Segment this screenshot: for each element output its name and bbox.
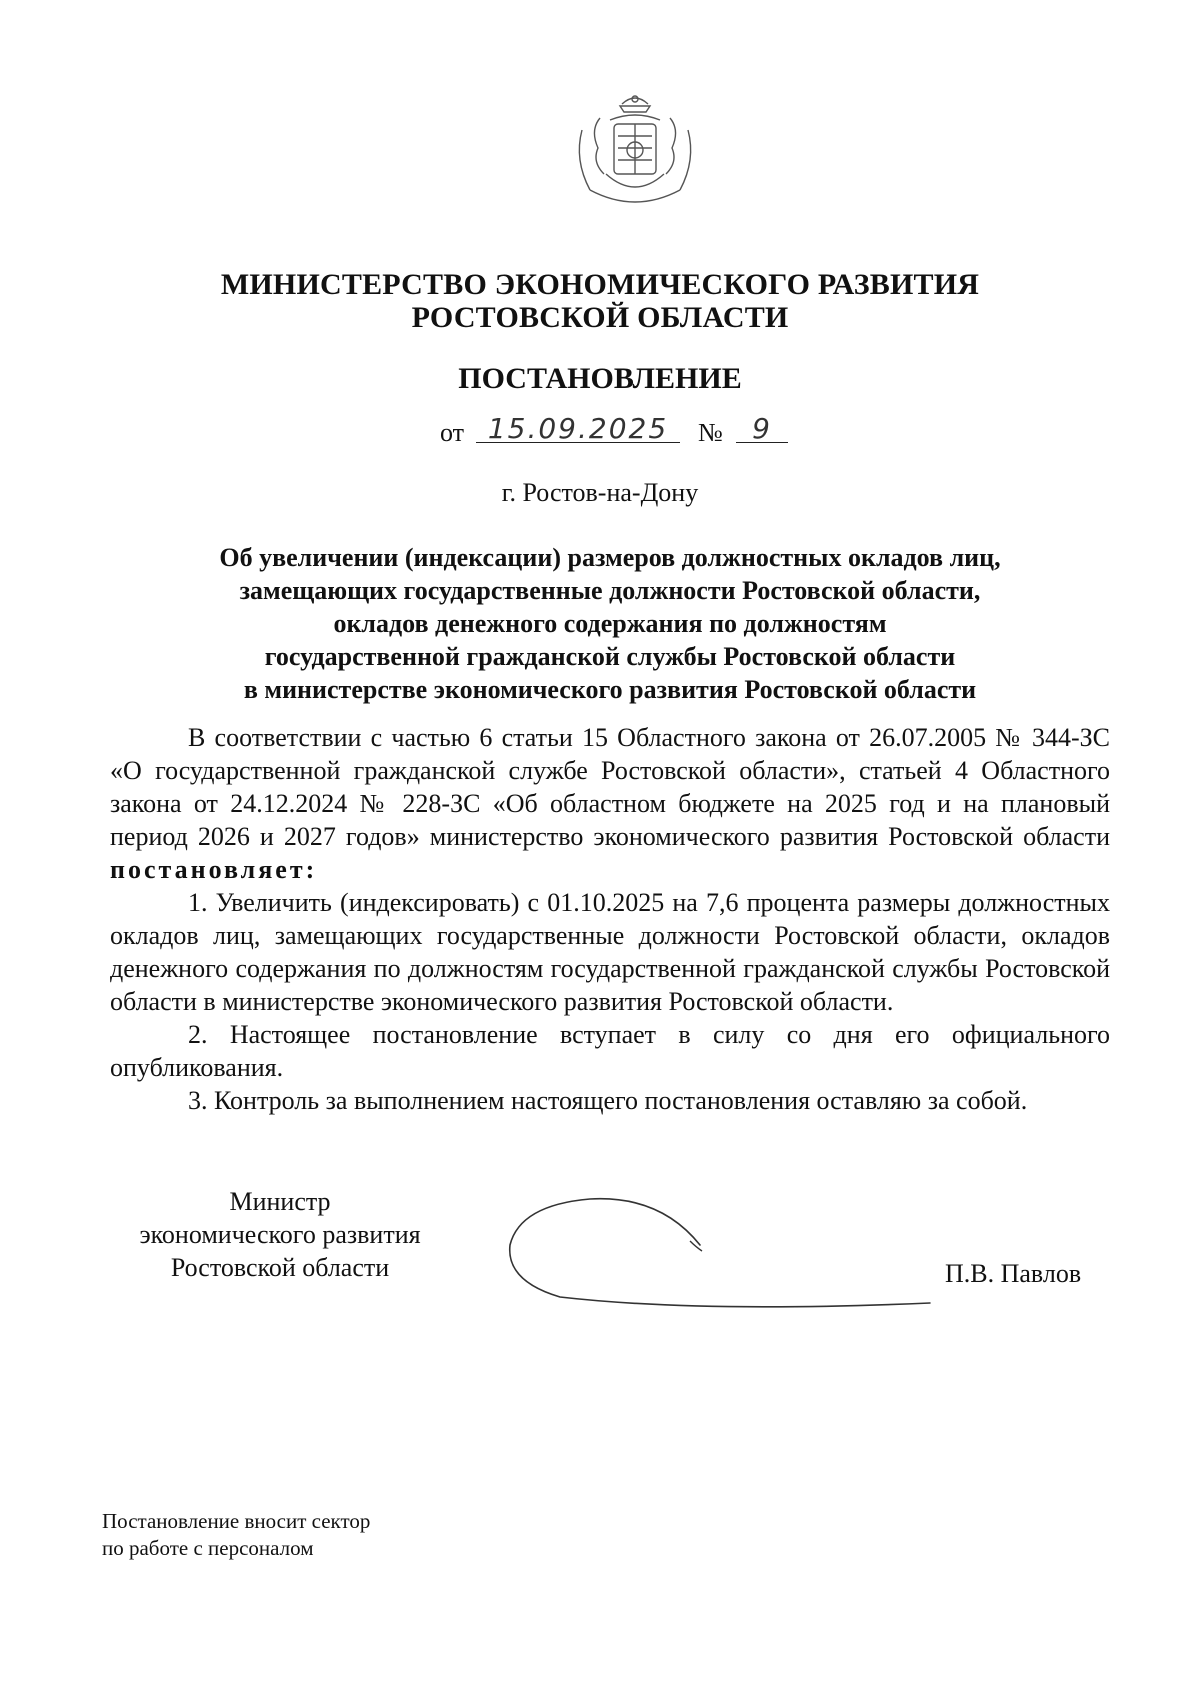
signer-position-line1: Министр — [229, 1187, 331, 1216]
document-body — [110, 721, 1110, 1117]
signer-name: П.В. Павлов — [945, 1259, 1082, 1288]
signer-position — [110, 1185, 450, 1284]
document-title — [150, 541, 1070, 706]
footer-note-line1: Постановление вносит сектор — [102, 1509, 371, 1533]
date-prefix: от — [440, 418, 465, 447]
signer-position-line3: Ростовской области — [170, 1253, 390, 1282]
item-2-paragraph: 2. Настоящее постановление вступает в силу со дня его официального опубликования. — [110, 1020, 1110, 1082]
handwritten-number: 9 — [736, 412, 788, 443]
title-line: Об увеличении (индексации) размеров должностных окладов лиц, — [219, 543, 1001, 572]
item-1-paragraph: 1. Увеличить (индексировать) с 01.10.2025 на 7,6 процента размеры должностных окладов лиц, замещающих государственные должности Ростовской области, окладов денежного содержания по должностям государственной гражданской службы Ростовской области в министерстве экономического развития Ростовской области. — [110, 888, 1110, 1016]
decree-word: постановляет: — [110, 855, 318, 884]
preamble-paragraph — [110, 721, 1110, 886]
date-number-line — [440, 408, 800, 450]
title-line: государственной гражданской службы Ростовской области — [264, 642, 956, 671]
document-type: ПОСТАНОВЛЕНИЕ — [458, 362, 742, 395]
ministry-name-line2: РОСТОВСКОЙ ОБЛАСТИ — [411, 301, 789, 334]
item-3-paragraph: 3. Контроль за выполнением настоящего постановления оставляю за собой. — [188, 1086, 1028, 1115]
handwritten-signature — [500, 1185, 960, 1315]
ministry-name — [0, 268, 1200, 334]
city: г. Ростов-на-Дону — [501, 478, 699, 507]
footer-note — [102, 1508, 370, 1562]
footer-note-line2: по работе с персоналом — [102, 1536, 314, 1560]
preamble-text: В соответствии с частью 6 статьи 15 Областного закона от 26.07.2005 № 344-ЗС «О государственной гражданской службе Ростовской области», статьей 4 Областного закона от 24.12.2024 № 228-ЗС «Об областном бюджете на 2025 год и на плановый период 2026 и 2027 годов» министерство экономического развития Ростовской области — [110, 723, 1110, 851]
ministry-name-line1: МИНИСТЕРСТВО ЭКОНОМИЧЕСКОГО РАЗВИТИЯ — [220, 268, 980, 301]
title-line: в министерстве экономического развития Ростовской области — [243, 675, 977, 704]
signer-position-line2: экономического развития — [139, 1220, 421, 1249]
number-sign: № — [698, 418, 723, 447]
coat-of-arms-emblem — [570, 90, 700, 214]
title-line: окладов денежного содержания по должностям — [333, 609, 887, 638]
title-line: замещающих государственные должности Ростовской области, — [239, 576, 981, 605]
handwritten-date: 15.09.2025 — [476, 412, 680, 443]
